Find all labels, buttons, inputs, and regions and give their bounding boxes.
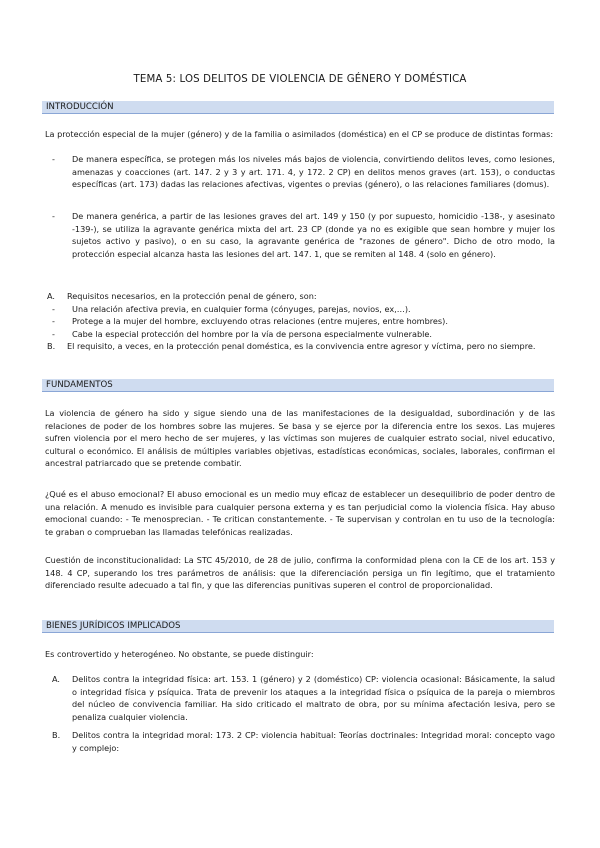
section-heading-fundamentos: FUNDAMENTOS: [42, 379, 554, 392]
inconstitucionalidad-paragraph: Cuestión de inconstitucionalidad: La STC 45/2010, de 28 de julio, confirma la conformidad plena con la CE de los art. 153 y 148. 4 CP, superando los tres parámetros de análisis: que la diferenciación persiga un fin legítimo, que el tratamiento diferenciado resulte adecuado a tal fin, y que las diferencias punitivas superen el control de proporcionalidad.: [45, 555, 555, 591]
list-item: [52, 673, 555, 723]
list-marker: A.: [47, 291, 55, 301]
intro-paragraph: La protección especial de la mujer (género) y de la familia o asimilados (doméstica) en el CP se produce de distintas formas:: [45, 129, 554, 139]
list-item-text: Una relación afectiva previa, en cualquier forma (cónyuges, parejas, novios, ex,…).: [72, 304, 411, 314]
list-marker: B.: [47, 341, 56, 351]
list-item-text: El requisito, a veces, en la protección penal doméstica, es la convivencia entre agresor y víctima, pero no siempre.: [67, 341, 536, 351]
list-item: [52, 328, 555, 341]
list-item-text: Protege a la mujer del hombre, excluyendo otras relaciones (entre mujeres, entre hombres).: [72, 316, 448, 326]
list-marker: A.: [52, 674, 60, 684]
list-item: [52, 153, 555, 191]
bullet-dash: -: [52, 329, 55, 339]
list-item-text: De manera específica, se protegen más los niveles más bajos de violencia, convirtiendo delitos leves, como lesiones, amenazas y coacciones (art. 147. 2 y 3 y art. 171. 4, y 172. 2 CP) en delitos menos graves (art. 153), o conductas específicas (art. 173) dadas las relaciones afectivas, vigentes o previas (género), o las relaciones familiares (domus).: [72, 154, 555, 190]
list-item-text: Delitos contra la integridad física: art. 153. 1 (género) y 2 (doméstico) CP: violencia ocasional: Básicamente, la salud o integridad física y psíquica. Trata de prevenir los ataques a la integridad física o psíquica de la pareja o miembros del núcleo de convivencia familiar. Ha sido criticado el maltrato de obra, por su mínima afectación lesiva, pero se penaliza cualquier violencia.: [72, 674, 555, 722]
section-heading-bienes: BIENES JURÍDICOS IMPLICADOS: [42, 620, 554, 633]
fundamentos-paragraph: La violencia de género ha sido y sigue siendo una de las manifestaciones de la desigualdad, subordinación y de las relaciones de poder de los hombres sobre las mujeres. Se basa y se ejerce por la diferencia entre los sexos. Las mujeres sufren violencia por el mero hecho de ser mujeres, y las víctimas son mujeres de cualquier estrato social, nivel educativo, cultural o económico. El análisis de múltiples variables objetivas, estadísticas económicas, sociales, laborales, confirman el ancestral patriarcado que se pretende combatir.: [45, 408, 555, 469]
list-item-text: Delitos contra la integridad moral: 173. 2 CP: violencia habitual: Teorías doctrinales: Integridad moral: concepto vago y complejo:: [72, 730, 555, 753]
list-item: [52, 729, 555, 754]
bullet-dash: -: [52, 304, 55, 314]
bienes-paragraph: Es controvertido y heterogéneo. No obstante, se puede distinguir:: [45, 649, 314, 659]
list-item: [47, 340, 555, 353]
bullet-dash: -: [52, 154, 55, 164]
document-title: TEMA 5: LOS DELITOS DE VIOLENCIA DE GÉNERO Y DOMÉSTICA: [133, 74, 467, 85]
list-item: [47, 290, 555, 303]
bullet-dash: -: [52, 211, 55, 221]
list-item: [52, 303, 555, 316]
abuso-emocional-paragraph: ¿Qué es el abuso emocional? El abuso emocional es un medio muy eficaz de establecer un desequilibrio de poder dentro de una relación. A menudo es invisible para cualquier persona externa y es tan perjudicial como la violencia física. Hay abuso emocional cuando: - Te menosprecian. - Te critican constantemente. - Te supervisan y controlan en tu uso de la tecnología: te graban o comprueban las llamadas telefónicas realizadas.: [45, 489, 555, 537]
list-item: [52, 315, 555, 328]
list-item-text: Requisitos necesarios, en la protección penal de género, son:: [67, 291, 317, 301]
list-item-text: De manera genérica, a partir de las lesiones graves del art. 149 y 150 (y por supuesto, homicidio -138-, y asesinato -139-), se utiliza la agravante genérica mixta del art. 23 CP (donde ya no es exigible que sean hombre y mujer los sujetos activo y pasivo), o en su caso, la agravante genérica de "razones de género". Dicho de otro modo, la protección especial alcanza hasta las lesiones del art. 147. 1, que se remiten al 148. 4 (solo en género).: [72, 211, 555, 259]
list-item-text: Cabe la especial protección del hombre por la vía de persona especialmente vulnerable.: [72, 329, 432, 339]
list-marker: B.: [52, 730, 61, 740]
section-heading-introduccion: INTRODUCCIÓN: [42, 101, 554, 114]
bullet-dash: -: [52, 316, 55, 326]
list-item: [52, 210, 555, 260]
